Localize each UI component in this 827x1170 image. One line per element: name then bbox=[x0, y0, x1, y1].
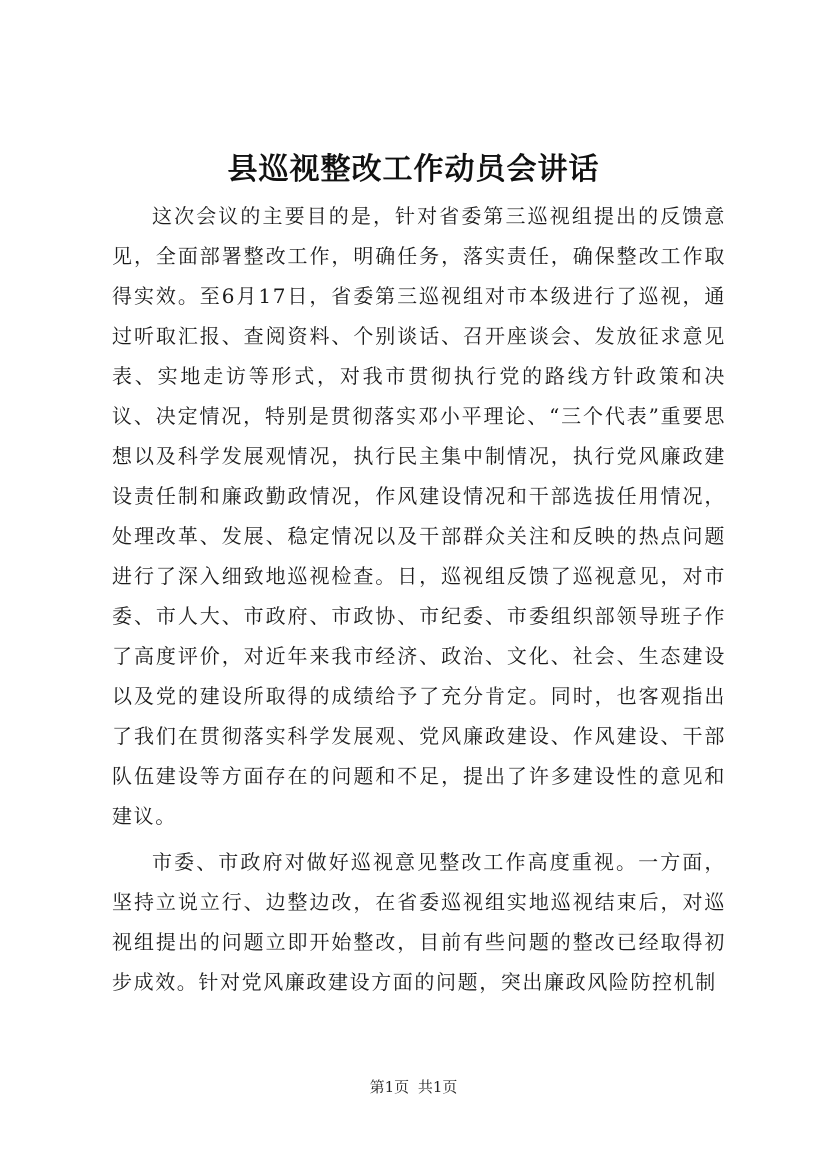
body-paragraph: 市委、市政府对做好巡视意见整改工作高度重视。一方面，坚持立说立行、边整边改，在省委巡视组实地巡视结束后，对巡视组提出的问题立即开始整改，目前有些问题的整改已经取得初步成效。针对党风廉政建设方面的问题，突出廉政风险防控机制 bbox=[112, 850, 726, 994]
body-paragraph: 这次会议的主要目的是，针对省委第三巡视组提出的反馈意见，全面部署整改工作，明确任务，落实责任，确保整改工作取得实效。至6月17日，省委第三巡视组对市本级进行了巡视，通过听取汇报、查阅资料、个别谈话、召开座谈会、发放征求意见表、实地走访等形式，对我市贯彻执行党的路线方针政策和决议、决定情况，特别是贯彻落实邓小平理论、“三个代表”重要思想以及科学发展观情况，执行民主集中制情况，执行党风廉政建设责任制和廉政勤政情况，作风建设情况和干部选拔任用情况，处理改革、发展、稳定情况以及干部群众关注和反映的热点问题进行了深入细致地巡视检查。日，巡视组反馈了巡视意见，对市委、市人大、市政府、市政协、市纪委、市委组织部领导班子作了高度评价，对近年来我市经济、政治、文化、社会、生态建设以及党的建设所取得的成绩给予了充分肯定。同时，也客观指出了我们在贯彻落实科学发展观、党风廉政建设、作风建设、干部队伍建设等方面存在的问题和不足，提出了许多建设性的意见和建议。 bbox=[112, 204, 726, 828]
document-title: 县巡视整改工作动员会讲话 bbox=[227, 152, 600, 187]
page-total: 共1页 bbox=[417, 1078, 458, 1096]
page-footer bbox=[0, 1076, 827, 1097]
page-number: 第1页 bbox=[369, 1078, 410, 1096]
document-body bbox=[112, 196, 726, 1002]
